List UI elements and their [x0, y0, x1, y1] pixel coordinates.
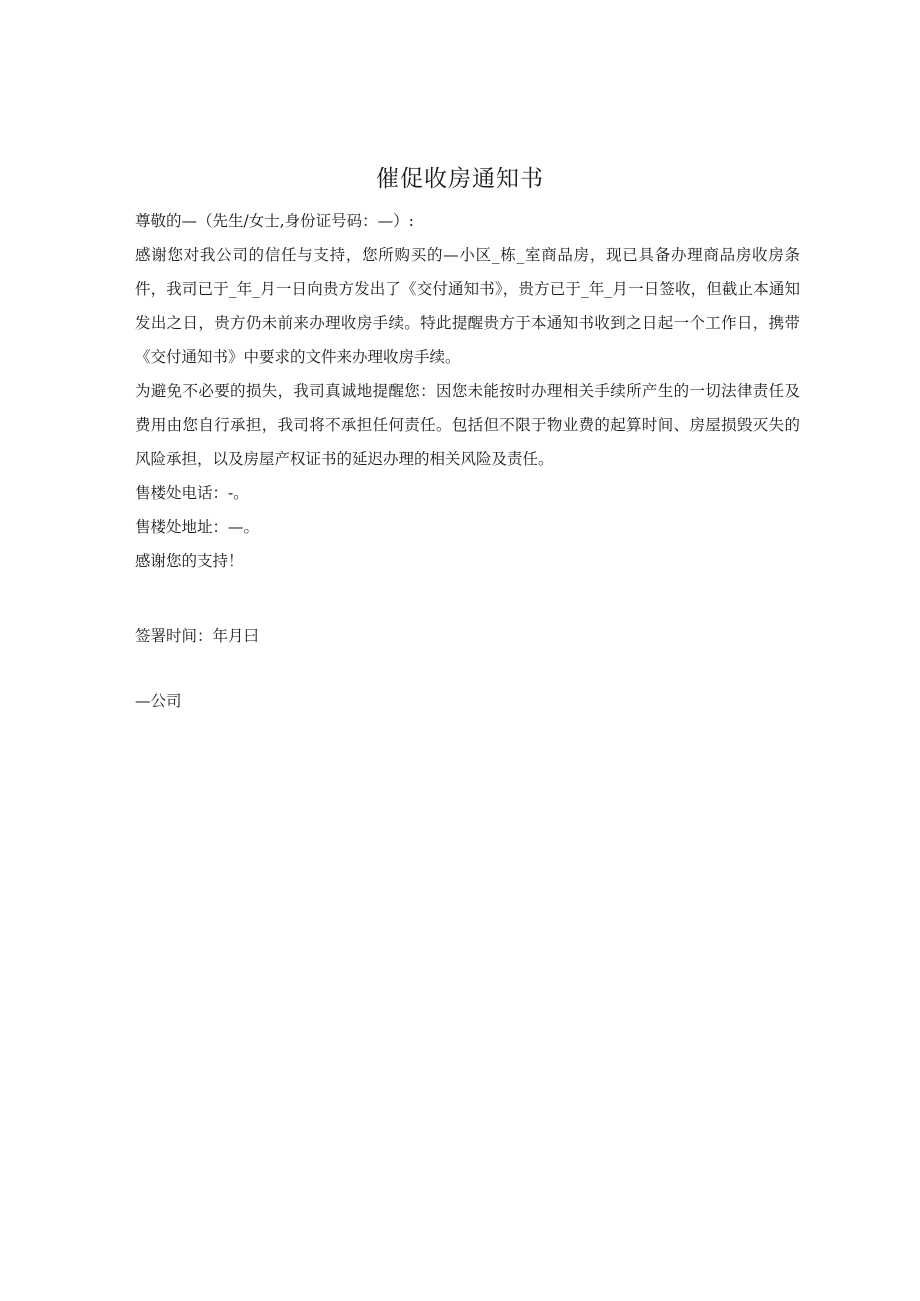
company-name: —公司	[135, 692, 182, 710]
paragraph-reminder: 为避免不必要的损失，我司真诚地提醒您：因您未能按时办理相关手续所产生的一切法律责任及费用由您自行承担，我司将不承担任何责任。包括但不限于物业费的起算时间、房屋损毁灭失的风险承担，以及房屋产权证书的延迟办理的相关风险及责任。	[135, 382, 800, 468]
sales-address: 售楼处地址：—。	[135, 518, 260, 536]
document-title: 催促收房通知书	[376, 166, 544, 192]
document-body	[135, 204, 800, 578]
salutation: 尊敬的—（先生/女士,身份证号码：—）:	[135, 212, 414, 230]
sales-phone: 售楼处电话：-。	[135, 484, 249, 502]
paragraph-notice: 感谢您对我公司的信任与支持，您所购买的—小区_栋_室商品房，现已具备办理商品房收房条件，我司已于_年_月一日向贵方发出了《交付通知书》，贵方已于_年_月一日签收，但截止本通知发出之日，贵方仍未前来办理收房手续。特此提醒贵方于本通知书收到之日起一个工作日，携带《交付通知书》中要求的文件来办理收房手续。	[135, 246, 800, 366]
thanks-line: 感谢您的支持！	[135, 552, 244, 570]
signing-time: 签署时间：年月曰	[135, 627, 260, 645]
